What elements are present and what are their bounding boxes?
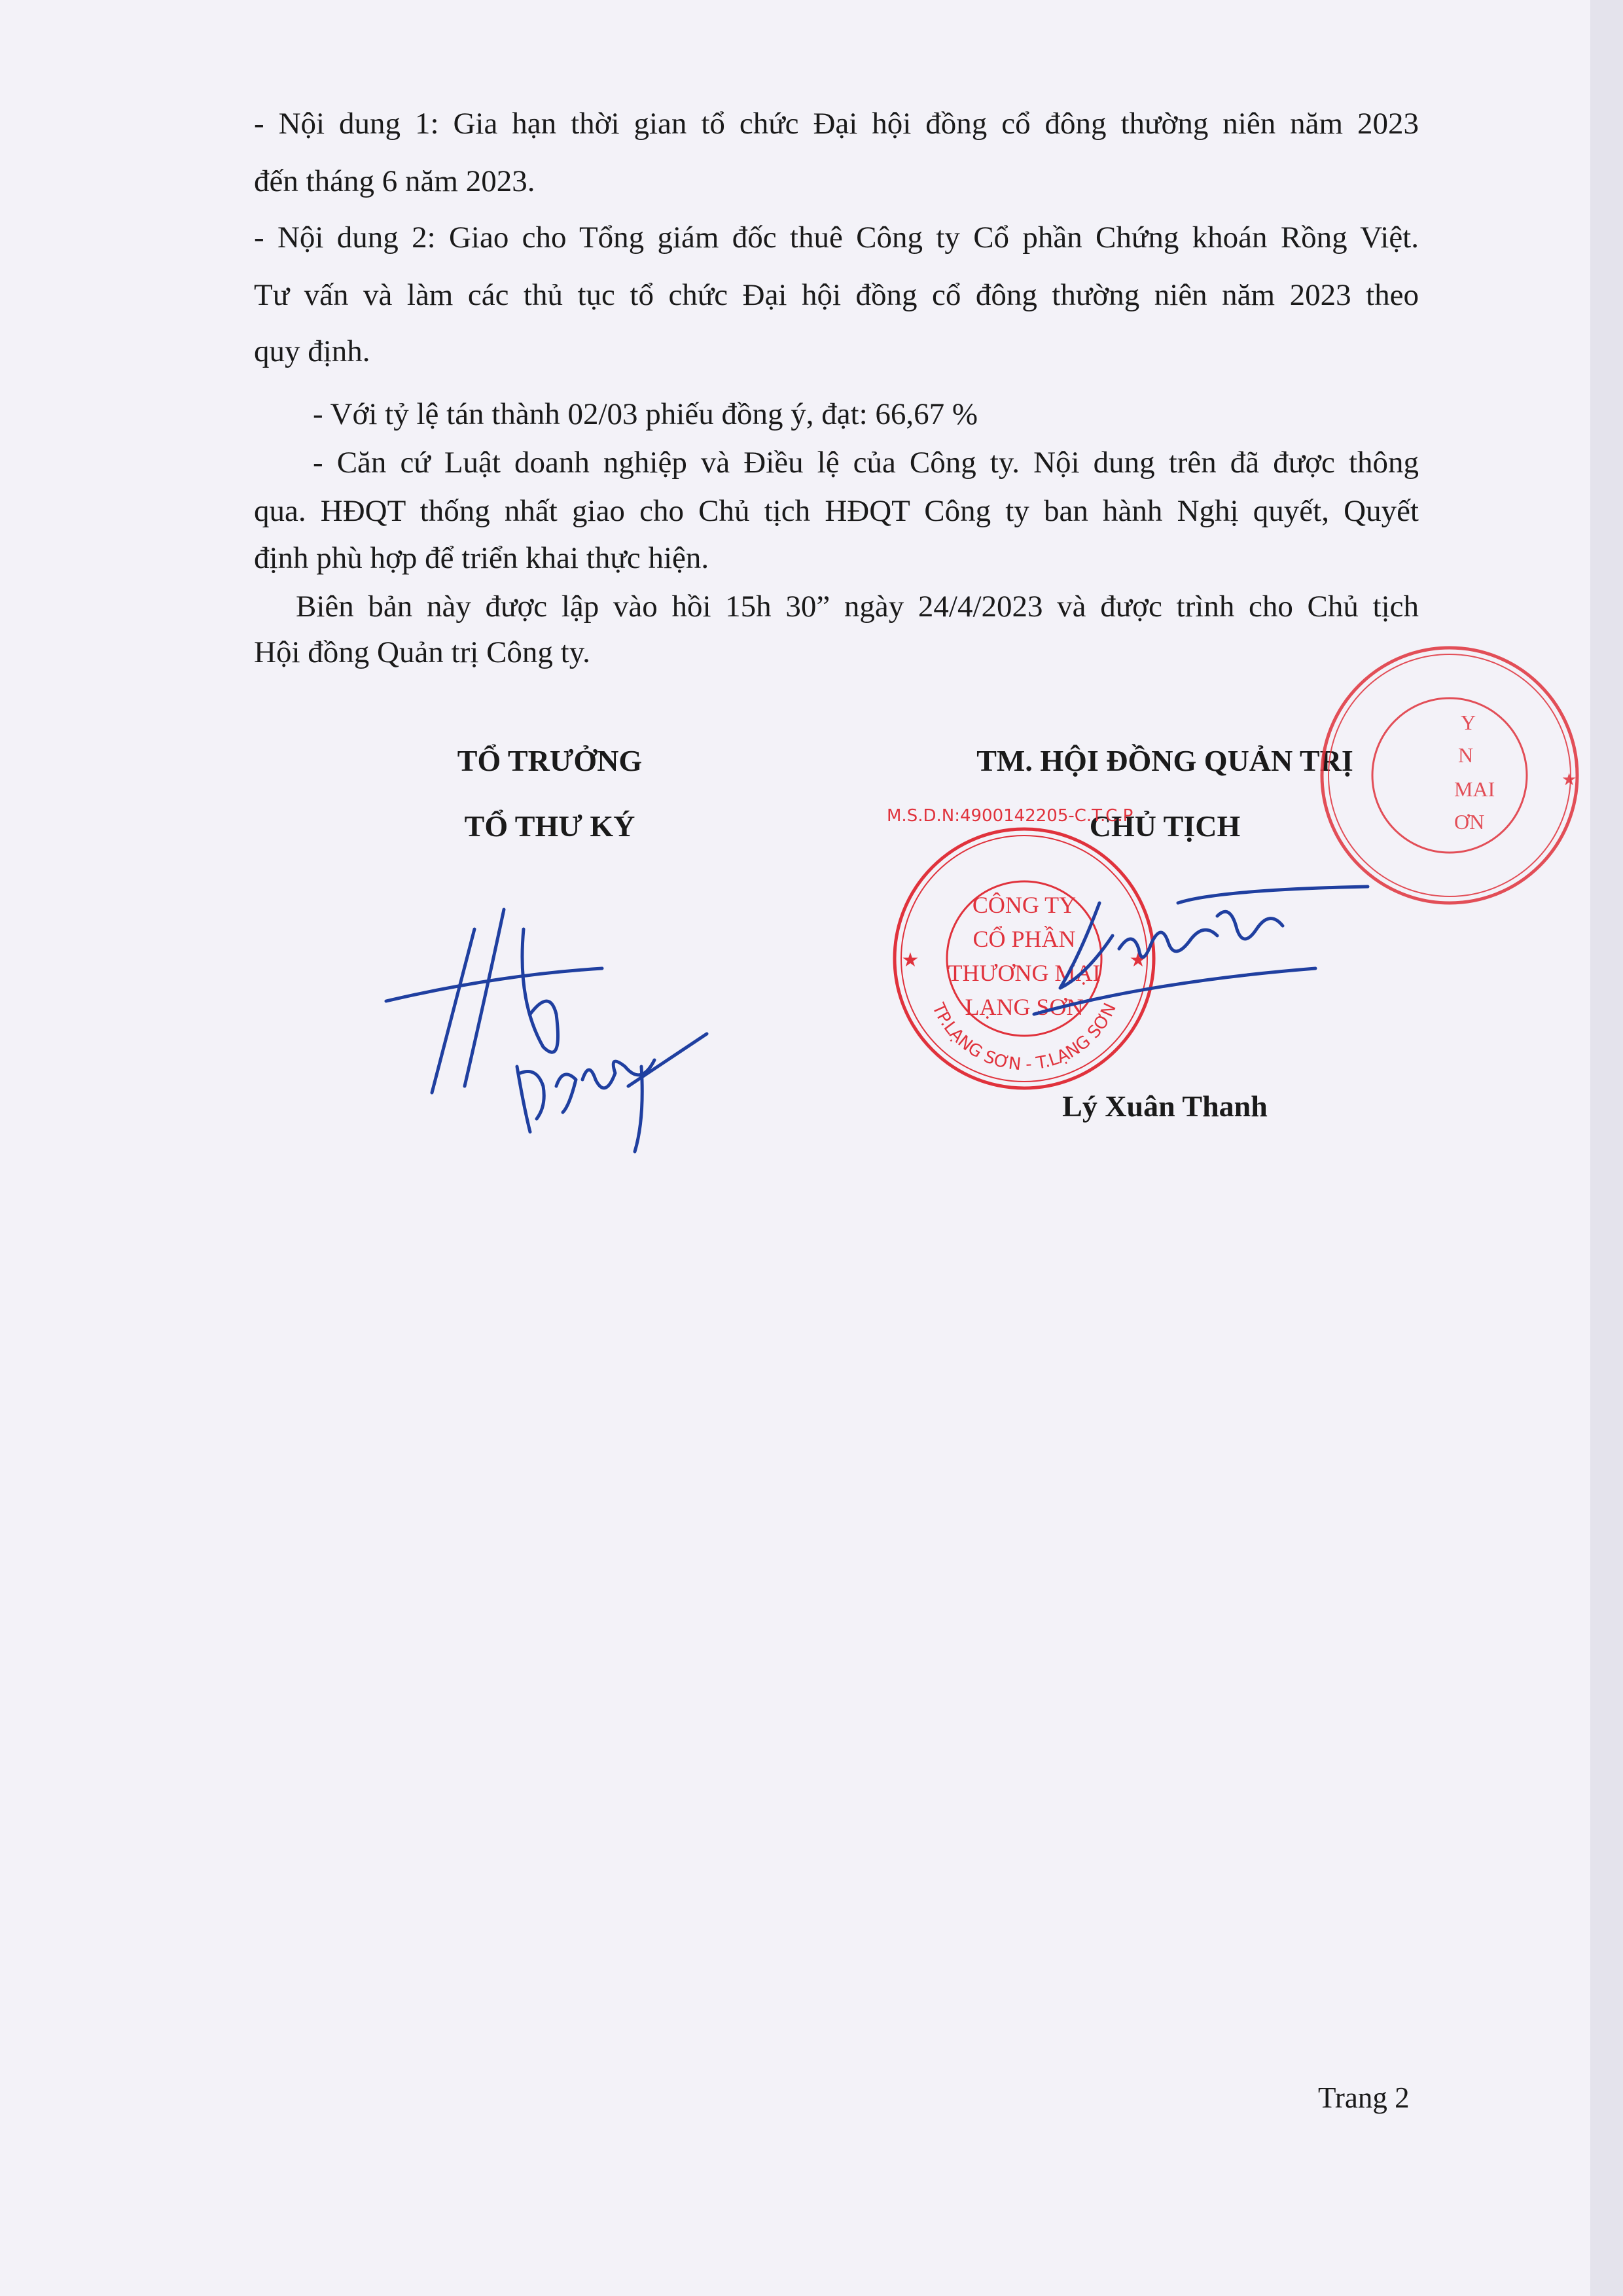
content-item-1-line-2: đến tháng 6 năm 2023. [254,164,535,198]
page-number: Trang 2 [1318,2081,1410,2114]
seal-inner-line-4: LẠNG SƠN [965,994,1084,1020]
seal-star-left: ★ [901,949,919,972]
content-item-1-line-1: - Nội dung 1: Gia hạn thời gian tổ chức Đại hội đồng cổ đông thường niên năm 2023 [254,107,1419,141]
left-signatory-title: TỔ TRƯỞNG [457,744,643,777]
svg-text:Y: Y [1461,711,1476,734]
seal-inner-line-1: CÔNG TY [972,892,1077,918]
seal-star-right: ★ [1129,949,1147,972]
svg-text:ƠN: ƠN [1454,810,1485,834]
chairman-signature-image [1021,877,1387,1034]
legal-basis-line-3: định phù hợp để triển khai thực hiện. [254,541,709,575]
legal-basis-line-1: - Căn cứ Luật doanh nghiệp và Điều lệ của Công ty. Nội dung trên đã được thông [313,446,1419,480]
content-item-2-line-2: Tư vấn và làm các thủ tục tổ chức Đại hội đồng cổ đông thường niên năm 2023 theo [254,278,1419,312]
closing-line-2: Hội đồng Quản trị Công ty. [254,635,590,669]
seal-outer-bottom-text: TP.LẠNG SƠN - T.LẠNG SƠN [928,1000,1120,1075]
scan-edge [1590,0,1623,2296]
right-signatory-title: TM. HỘI ĐỒNG QUẢN TRỊ [976,744,1353,777]
approval-rate: - Với tỷ lệ tán thành 02/03 phiếu đồng ý, đạt: 66,67 % [313,397,978,431]
chairman-name: Lý Xuân Thanh [1062,1089,1268,1123]
seal-inner-line-3: THƯƠNG MẠI [948,960,1101,986]
left-signatory-subtitle: TỔ THƯ KÝ [464,809,635,843]
content-item-2-line-1: - Nội dung 2: Giao cho Tổng giám đốc thuê Công ty Cổ phần Chứng khoán Rồng Việt. [254,221,1419,255]
seal-outer-top-text: M.S.D.N:4900142205-C.T.C.P [887,806,1133,826]
svg-text:★: ★ [1561,770,1577,789]
legal-basis-line-2: qua. HĐQT thống nhất giao cho Chủ tịch HĐQT Công ty ban hành Nghị quyết, Quyết [254,494,1419,528]
partial-seal-edge [1414,638,1590,913]
content-item-2-line-3: quy định. [254,334,370,368]
right-signatory-subtitle: CHỦ TỊCH [1089,809,1241,843]
seal-inner-line-2: CỔ PHẦN [972,926,1076,952]
closing-line-1: Biên bản này được lập vào hồi 15h 30” ngày 24/4/2023 và được trình cho Chủ tịch [296,590,1419,624]
svg-text:MAI: MAI [1454,777,1495,801]
left-signatures-image [366,870,759,1165]
svg-text:N: N [1458,743,1474,767]
